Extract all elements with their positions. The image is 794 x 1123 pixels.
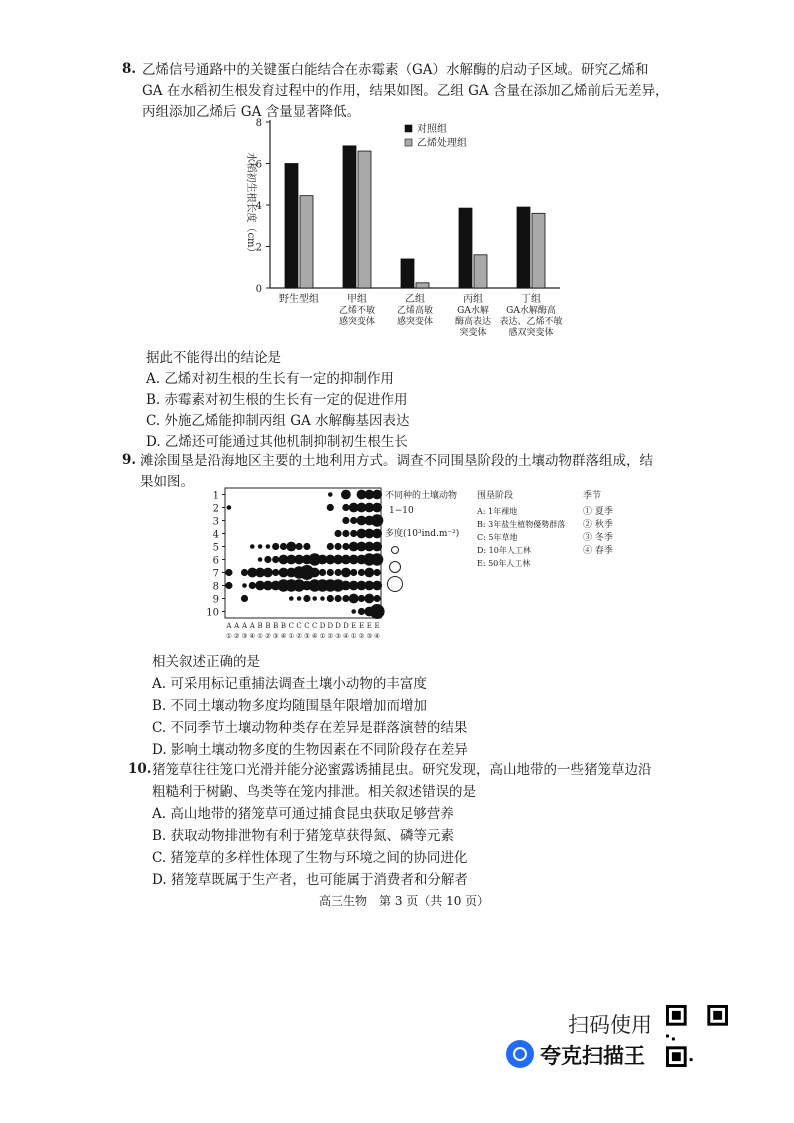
stem-line: 猪笼草往往笼口光滑并能分泌蜜露诱捕昆虫。研究发现，高山地带的一些猪笼草边沿 [152, 762, 652, 778]
abundance-bubble [372, 542, 382, 552]
season-legend-item: ① 夏季 [583, 507, 613, 517]
stage-legend-item: C: 5年草地 [477, 533, 518, 542]
abundance-bubble [289, 596, 294, 601]
option-d: D. 猪笼草既属于生产者，也可能属于消费者和分解者 [152, 872, 468, 888]
abundance-bubble [350, 569, 357, 576]
abundance-bubble [312, 596, 317, 601]
col-season-label: ③ [241, 632, 248, 640]
option-a: A. 可采用标记重捕法调查土壤小动物的丰富度 [152, 676, 427, 692]
x-category-label: 感双突变体 [508, 328, 554, 338]
stem-line: 果如图。 [140, 474, 194, 490]
y-tick-label: 2 [255, 242, 262, 254]
legend-label: 乙烯处理组 [417, 138, 467, 149]
abundance-bubble [241, 569, 248, 576]
app-name[interactable]: 夸克扫描王 [540, 1044, 645, 1068]
abundance-bubble [296, 543, 303, 550]
abundance-bubble [342, 504, 349, 511]
col-stage-label: C [296, 622, 302, 630]
stem-line: 乙烯信号通路中的关键蛋白能结合在赤霉素（GA）水解酶的启动子区域。研究乙烯和 [142, 62, 649, 78]
question-8-prompt: 据此不能得出的结论是 [146, 350, 281, 366]
abundance-bubble [286, 542, 296, 552]
row-label: 1 [212, 490, 219, 502]
row-label: 3 [212, 516, 219, 528]
bar-control [517, 207, 530, 288]
row-label: 8 [212, 581, 219, 593]
bar-ethylene [300, 196, 313, 288]
col-season-label: ③ [272, 632, 279, 640]
col-season-label: ③ [335, 632, 342, 640]
col-season-label: ③ [366, 632, 373, 640]
bar-control [343, 146, 356, 288]
legend-swatch [405, 125, 412, 132]
col-stage-label: C [312, 622, 318, 630]
col-stage-label: B [273, 622, 279, 630]
abundance-bubble [349, 594, 359, 604]
col-season-label: ① [288, 632, 295, 640]
col-stage-label: E [366, 622, 372, 630]
abundance-bubble [249, 582, 256, 589]
abundance-bubble [358, 608, 365, 615]
option-b: B. 赤霉素对初生根的生长有一定的促进作用 [146, 392, 408, 408]
season-legend-item: ④ 春季 [583, 546, 613, 556]
bar-ethylene [532, 213, 545, 288]
y-tick-label: 4 [255, 201, 262, 212]
season-legend-item: ③ 冬季 [583, 533, 613, 543]
option-c: C. 猪笼草的多样性体现了生物与环境之间的协同进化 [152, 850, 468, 866]
stem-line: 丙组添加乙烯后 GA 含量显著降低。 [142, 104, 361, 120]
abundance-bubble [225, 582, 232, 589]
abundance-bubble [241, 595, 248, 602]
scan-label: 扫码使用 [568, 1013, 652, 1037]
col-stage-label: D [343, 622, 349, 630]
col-season-label: ② [296, 632, 303, 640]
abundance-bubble [327, 543, 334, 550]
stage-legend-title: 围垦阶段 [477, 491, 514, 501]
abundance-bubble [319, 569, 326, 576]
row-label: 7 [212, 568, 219, 580]
abundance-bubble [372, 581, 382, 591]
qr-module [672, 1037, 675, 1040]
col-stage-label: D [327, 622, 334, 630]
col-stage-label: E [351, 622, 357, 630]
page-footer: 高三生物 第 3 页（共 10 页） [319, 894, 490, 908]
y-axis-label: 水稻初生根长度（cm） [245, 152, 256, 258]
col-season-label: ④ [374, 632, 381, 640]
abundance-bubble [258, 544, 263, 549]
x-category-label: 乙烯高敏 [396, 306, 434, 316]
abundance-bubble [227, 505, 232, 510]
option-a: A. 乙烯对初生根的生长有一定的抑制作用 [146, 371, 394, 387]
x-category-label: 酶高表达 [454, 317, 492, 327]
abundance-bubble [350, 530, 357, 537]
x-category-label: 感突变体 [396, 317, 434, 327]
quark-logo-icon [506, 1040, 534, 1068]
col-stage-label: A [241, 622, 248, 630]
qr-finder [672, 1052, 681, 1061]
abundance-bubble [371, 553, 383, 565]
abundance-bubble [342, 530, 349, 537]
abundance-bubble [374, 595, 381, 602]
bar-ethylene [358, 151, 371, 288]
bar-control [459, 208, 472, 288]
qr-module [690, 1058, 693, 1061]
bar-control [285, 164, 298, 289]
abundance-bubble [358, 595, 365, 602]
col-stage-label: C [304, 622, 310, 630]
y-tick-label: 0 [255, 284, 262, 295]
season-legend-title: 季节 [583, 491, 602, 501]
col-stage-label: A [249, 622, 255, 630]
x-category-label: 突变体 [459, 328, 487, 338]
qr-module [666, 1035, 669, 1038]
bar-control [401, 259, 414, 288]
x-category-label: 乙烯不敏 [338, 306, 376, 316]
col-stage-label: D [319, 622, 326, 630]
row-label: 10 [206, 607, 219, 619]
abundance-bubble [370, 604, 385, 619]
abundance-bubble [372, 529, 382, 539]
col-season-label: ④ [249, 632, 256, 640]
question-9-prompt: 相关叙述正确的是 [152, 654, 260, 670]
abundance-bubble [303, 595, 310, 602]
question-10-number: 10. [128, 761, 152, 777]
col-stage-label: E [358, 622, 365, 630]
abundance-bubble [258, 557, 263, 562]
density-legend-label: 多度(10³ind.m⁻²) [385, 529, 460, 539]
qr-finder [672, 1011, 681, 1020]
col-season-label: ② [233, 632, 240, 640]
abundance-bubble [372, 490, 382, 500]
col-season-label: ① [319, 632, 326, 640]
y-tick-label: 6 [255, 159, 262, 171]
abundance-bubble [372, 503, 382, 513]
density-legend-circle [390, 562, 401, 573]
y-tick-label: 8 [255, 118, 262, 129]
option-b: B. 不同土壤动物多度均随围垦年限增加而增加 [152, 698, 428, 714]
stem-line: 滩涂围垦是沿海地区主要的土地利用方式。调查不同围垦阶段的土壤动物群落组成，结 [140, 453, 653, 469]
soil-animal-bubble-figure [195, 486, 635, 650]
col-season-label: ④ [311, 632, 318, 640]
col-season-label: ④ [280, 632, 287, 640]
abundance-bubble [374, 569, 381, 576]
col-stage-label: B [280, 622, 287, 630]
abundance-bubble [303, 543, 310, 550]
x-category-label: 丙组 [463, 294, 483, 305]
abundance-bubble [280, 543, 287, 550]
season-legend-item: ② 秋季 [583, 520, 613, 530]
question-9-number: 9. [122, 452, 137, 468]
col-season-label: ③ [303, 632, 310, 640]
bar-ethylene [474, 255, 487, 288]
abundance-bubble [328, 492, 333, 497]
abundance-bubble [327, 504, 334, 511]
density-legend-circle [388, 577, 403, 592]
abundance-bubble [364, 568, 374, 578]
abundance-bubble [364, 594, 374, 604]
row-label: 6 [212, 555, 219, 567]
x-category-label: 野生型组 [279, 294, 319, 305]
col-stage-label: D [335, 622, 341, 630]
abundance-bubble [320, 596, 325, 601]
abundance-bubble [371, 514, 383, 526]
abundance-bubble [335, 530, 342, 537]
x-category-label: GA水解酶高 [506, 306, 556, 316]
abundance-bubble [342, 517, 349, 524]
abundance-bubble [351, 609, 356, 614]
question-8-number: 8. [122, 61, 137, 77]
col-stage-label: B [257, 622, 263, 630]
x-category-label: 感突变体 [338, 317, 376, 327]
abundance-bubble [350, 517, 357, 524]
abundance-bubble [225, 569, 232, 576]
abundance-bubble [272, 543, 279, 550]
abundance-bubble [272, 569, 279, 576]
col-season-label: ① [225, 632, 232, 640]
col-season-label: ② [327, 632, 334, 640]
col-stage-label: E [374, 622, 380, 630]
col-season-label: ② [264, 632, 271, 640]
x-category-label: 乙组 [405, 294, 425, 305]
abundance-bubble [327, 595, 334, 602]
row-label: 5 [212, 542, 219, 554]
abundance-bubble [297, 596, 302, 601]
option-b: B. 获取动物排泄物有利于猪笼草获得氮、磷等元素 [152, 828, 455, 844]
col-stage-label: A [226, 622, 232, 630]
x-category-label: 甲组 [347, 294, 367, 305]
legend-swatch [405, 139, 412, 146]
option-c: C. 外施乙烯能抑制丙组 GA 水解酶基因表达 [146, 413, 410, 429]
row-label: 4 [212, 529, 219, 541]
abundance-bubble [341, 568, 351, 578]
option-d: D. 影响土壤动物多度的生物因素在不同阶段存在差异 [152, 742, 468, 758]
col-stage-label: B [265, 622, 271, 630]
row-label: 2 [212, 503, 219, 515]
x-category-label: GA水解 [457, 306, 489, 316]
abundance-bubble [242, 583, 247, 588]
species-legend-title: 不同种的土壤动物 [385, 491, 458, 501]
x-category-label: 表达、乙烯不敏 [499, 317, 563, 327]
option-c: C. 不同季节土壤动物种类存在差异是群落演替的结果 [152, 720, 468, 736]
abundance-bubble [272, 556, 279, 563]
stage-legend-item: E: 50年人工林 [477, 559, 531, 568]
abundance-bubble [358, 569, 365, 576]
abundance-bubble [341, 490, 351, 500]
stage-legend-item: B: 3年盐生植物優勢群落 [477, 520, 566, 529]
bar-ethylene [416, 283, 429, 288]
col-season-label: ② [358, 632, 365, 640]
col-season-label: ④ [342, 632, 349, 640]
qr-code-icon[interactable] [666, 1005, 728, 1067]
stem-line: GA 在水稻初生根发育过程中的作用，结果如图。乙组 GA 含量在添加乙烯前后无差异， [142, 83, 669, 99]
col-season-label: ① [257, 632, 264, 640]
species-legend-range: 1−10 [389, 506, 414, 516]
abundance-bubble [342, 595, 349, 602]
abundance-bubble [342, 543, 349, 550]
abundance-bubble [335, 595, 342, 602]
option-a: A. 高山地带的猪笼草可通过捕食昆虫获取足够营养 [152, 806, 454, 822]
col-season-label: ① [350, 632, 357, 640]
abundance-bubble [327, 569, 334, 576]
col-stage-label: C [288, 622, 294, 630]
abundance-bubble [264, 556, 271, 563]
stage-legend-item: D: 10年人工林 [477, 546, 531, 555]
stage-legend-item: A: 1年裸地 [477, 507, 518, 516]
option-d: D. 乙烯还可能通过其他机制抑制初生根生长 [146, 434, 408, 450]
x-category-label: 丁组 [521, 294, 541, 305]
col-stage-label: A [234, 622, 240, 630]
abundance-bubble [263, 568, 273, 578]
abundance-bubble [310, 568, 320, 578]
row-label: 9 [212, 594, 219, 606]
density-legend-circle [392, 547, 399, 554]
qr-finder [713, 1011, 722, 1020]
abundance-bubble [250, 544, 255, 549]
abundance-bubble [335, 543, 342, 550]
legend-label: 对照组 [417, 124, 447, 135]
abundance-bubble [266, 544, 271, 549]
stem-line: 粗糙利于树鼩、鸟类等在笼内排泄。相关叙述错误的是 [152, 784, 476, 800]
ga-ethylene-bar-chart [230, 112, 580, 352]
abundance-bubble [335, 569, 342, 576]
